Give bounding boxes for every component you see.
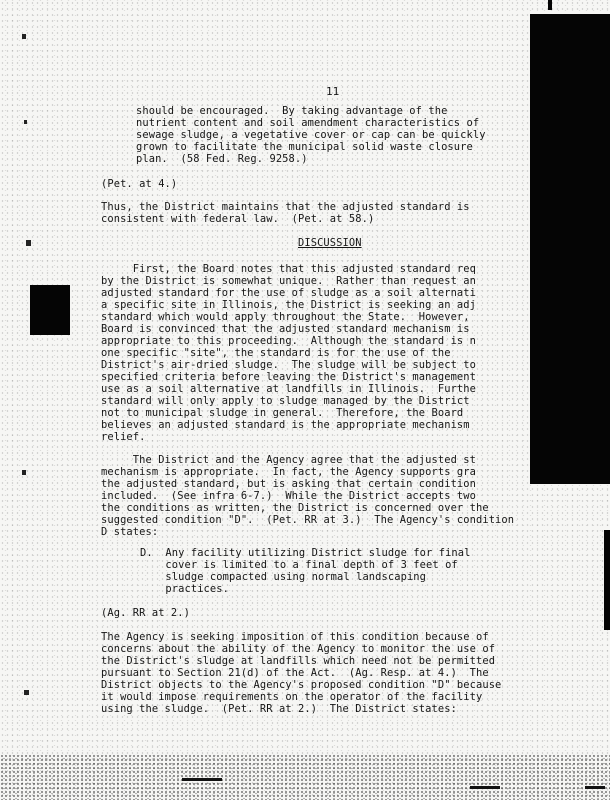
text-line: believes an adjusted standard is the appropriate mechanism (101, 419, 470, 431)
corner-mark-top (548, 0, 552, 10)
text-line: by the District is somewhat unique. Rather than request an (101, 275, 476, 287)
text-line: sewage sludge, a vegetative cover or cap can be quickly (136, 129, 486, 141)
text-line: nutrient content and soil amendment characteristics of (136, 117, 480, 129)
text-line: a specific site in Illinois, the District is seeking an adj (101, 299, 476, 311)
punch-mark-5 (24, 690, 29, 695)
text-line: sludge compacted using normal landscaping (140, 571, 427, 583)
redaction-bar-left (30, 285, 70, 335)
text-line: included. (See infra 6-7.) While the District accepts two (101, 490, 476, 502)
text-line: standard which would apply throughout the State. However, (101, 311, 470, 323)
text-line: the conditions as written, the District is concerned over the (101, 502, 489, 514)
scan-noise-strip (0, 754, 610, 800)
text-line: First, the Board notes that this adjusted standard req (101, 263, 476, 275)
text-line: specified criteria before leaving the District's management (101, 371, 476, 383)
text-line: grown to facilitate the municipal solid waste closure (136, 141, 473, 153)
text-line: plan. (58 Fed. Reg. 9258.) (136, 153, 308, 165)
text-line: concerns about the ability of the Agency to monitor the use of (101, 643, 496, 655)
punch-mark-3 (26, 240, 31, 246)
punch-mark-1 (22, 34, 26, 39)
punch-mark-2 (24, 120, 27, 124)
text-line: use as a soil alternative at landfills in Illinois. Furthe (101, 383, 476, 395)
citation: (Pet. at 4.) (101, 178, 178, 190)
scan-dash-mark (585, 786, 605, 789)
text-line: The District and the Agency agree that the adjusted st (101, 454, 476, 466)
text-line: cover is limited to a final depth of 3 feet of (140, 559, 458, 571)
text-line: using the sludge. (Pet. RR at 2.) The District states: (101, 703, 457, 715)
text-line: The Agency is seeking imposition of this condition because of (101, 631, 489, 643)
text-line: mechanism is appropriate. In fact, the Agency supports gra (101, 466, 476, 478)
text-line: relief. (101, 431, 146, 443)
text-line: Board is convinced that the adjusted standard mechanism is (101, 323, 470, 335)
text-line: D. Any facility utilizing District sludge for final (140, 547, 471, 559)
scan-dash-mark (470, 786, 500, 789)
text-line: practices. (140, 583, 229, 595)
text-line: pursuant to Section 21(d) of the Act. (Ag. Resp. at 4.) The (101, 667, 489, 679)
text-line: standard will only apply to sludge managed by the District (101, 395, 470, 407)
text-line: the District's sludge at landfills which need not be permitted (101, 655, 496, 667)
citation: (Ag. RR at 2.) (101, 607, 190, 619)
edge-mark-right (604, 530, 610, 630)
punch-mark-4 (22, 470, 26, 475)
text-line: should be encouraged. By taking advantage of the (136, 105, 448, 117)
text-line: adjusted standard for the use of sludge as a soil alternati (101, 287, 476, 299)
text-line: District's air-dried sludge. The sludge will be subject to (101, 359, 476, 371)
text-line: consistent with federal law. (Pet. at 58.) (101, 213, 375, 225)
text-line: appropriate to this proceeding. Although the standard is n (101, 335, 476, 347)
redaction-bar-right (530, 14, 610, 484)
scan-dash-mark (182, 778, 222, 781)
page-number: 11 (326, 85, 340, 98)
text-line: District objects to the Agency's proposed condition "D" because (101, 679, 502, 691)
text-line: one specific "site", the standard is for the use of the (101, 347, 451, 359)
text-line: not to municipal sludge in general. Therefore, the Board (101, 407, 464, 419)
text-line: it would impose requirements on the operator of the facility (101, 691, 483, 703)
text-line: D states: (101, 526, 159, 538)
text-line: the adjusted standard, but is asking that certain condition (101, 478, 476, 490)
text-line: suggested condition "D". (Pet. RR at 3.) The Agency's condition (101, 514, 515, 526)
text-line: Thus, the District maintains that the adjusted standard is (101, 201, 470, 213)
section-heading: DISCUSSION (298, 237, 362, 249)
